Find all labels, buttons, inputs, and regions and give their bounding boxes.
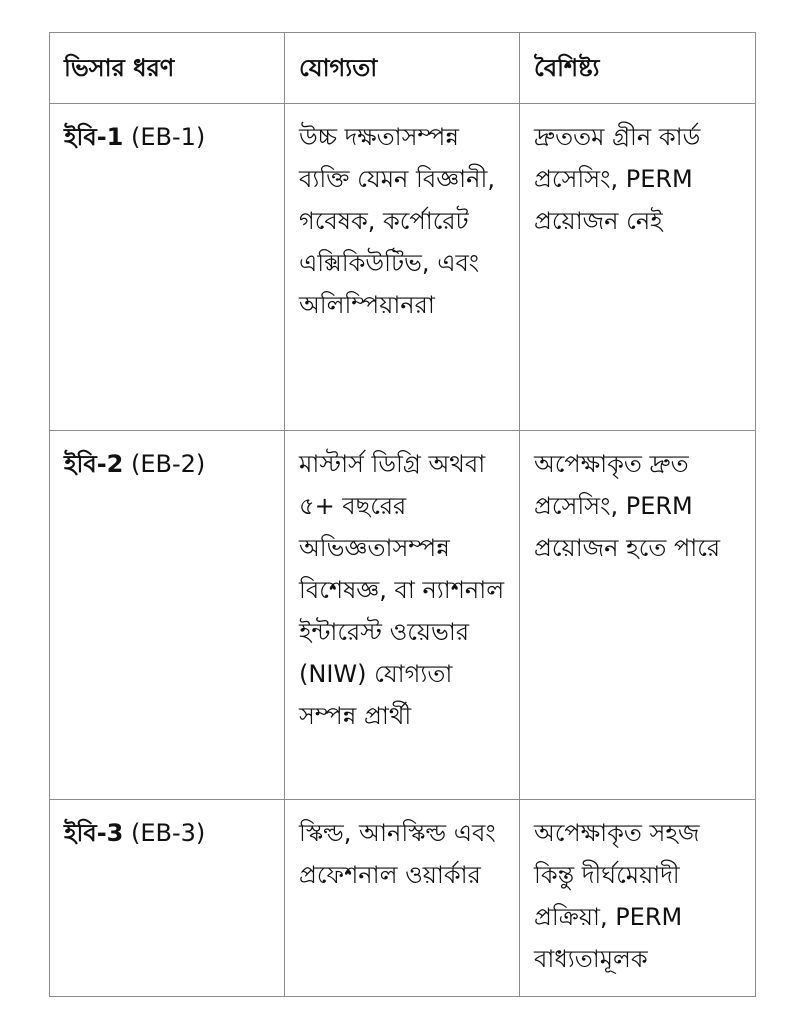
visa-table-container [49, 32, 755, 997]
visa-type-code: (EB-2) [123, 450, 206, 478]
visa-type-name: ইবি-3 [64, 819, 124, 847]
table-header-row [50, 33, 756, 104]
cell-eligibility: স্কিল্ড, আনস্কিল্ড এবং প্রফেশনাল ওয়ার্কার [285, 800, 520, 997]
table-row [50, 800, 756, 997]
header-features: বৈশিষ্ট্য [520, 33, 756, 104]
table-row [50, 431, 756, 800]
visa-type-code: (EB-1) [123, 123, 206, 151]
cell-visa-type [50, 800, 285, 997]
cell-features: অপেক্ষাকৃত দ্রুত প্রসেসিং, PERM প্রয়োজন হতে পারে [520, 431, 756, 800]
cell-visa-type [50, 431, 285, 800]
table-row [50, 104, 756, 431]
visa-comparison-table [49, 32, 756, 997]
cell-features: দ্রুততম গ্রীন কার্ড প্রসেসিং, PERM প্রয়োজন নেই [520, 104, 756, 431]
visa-type-code: (EB-3) [123, 819, 206, 847]
header-eligibility: যোগ্যতা [285, 33, 520, 104]
header-visa-type: ভিসার ধরণ [50, 33, 285, 104]
visa-type-name: ইবি-1 [64, 123, 124, 151]
cell-features: অপেক্ষাকৃত সহজ কিন্তু দীর্ঘমেয়াদী প্রক্রিয়া, PERM বাধ্যতামূলক [520, 800, 756, 997]
visa-type-name: ইবি-2 [64, 450, 124, 478]
cell-eligibility: উচ্চ দক্ষতাসম্পন্ন ব্যক্তি যেমন বিজ্ঞানী, গবেষক, কর্পোরেট এক্সিকিউটিভ, এবং অলিম্পিয়ানরা [285, 104, 520, 431]
cell-eligibility: মাস্টার্স ডিগ্রি অথবা ৫+ বছরের অভিজ্ঞতাসম্পন্ন বিশেষজ্ঞ, বা ন্যাশনাল ইন্টারেস্ট ওয়েভার (NIW) যোগ্যতা সম্পন্ন প্রার্থী [285, 431, 520, 800]
cell-visa-type [50, 104, 285, 431]
